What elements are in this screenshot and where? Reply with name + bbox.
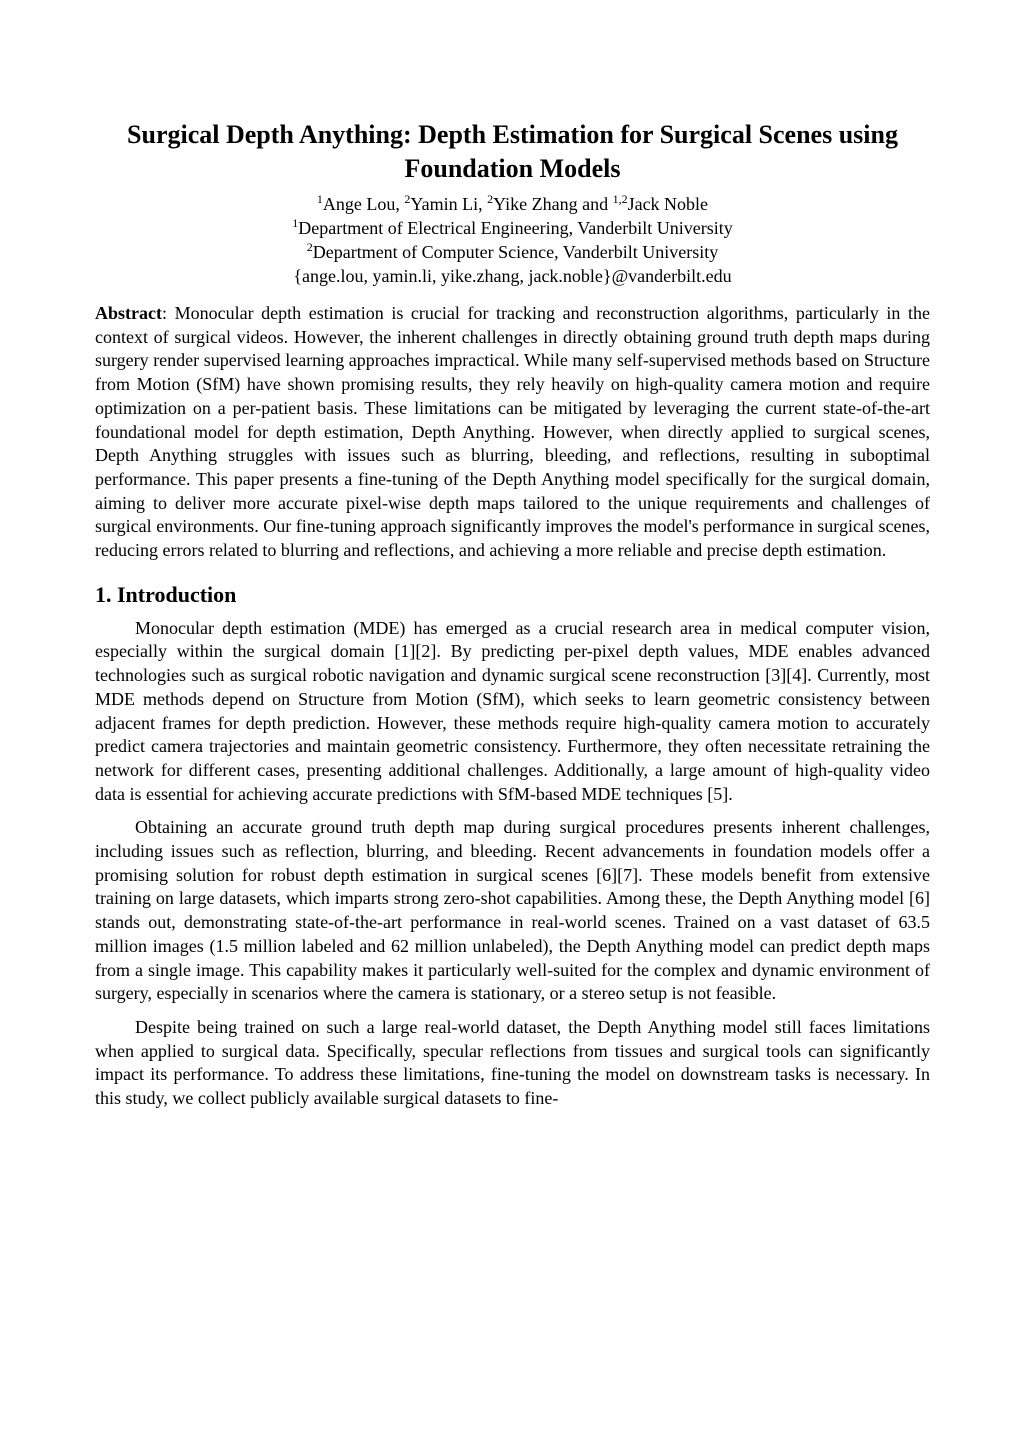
author-2-sup: 2 [404,192,411,206]
author-2-name: Yamin Li, [410,194,488,214]
affiliation-1-sup: 1 [292,216,299,230]
abstract-text: : Monocular depth estimation is crucial for tracking and reconstruction algorithms, particularly in the context of surgical videos. However, the inherent challenges in directly obtaining ground truth depth maps during surgery render supervised learning approaches impractical. While many self-supervised methods based on Structure from Motion (SfM) have shown promising results, they rely heavily on high-quality camera motion and require optimization on a per-patient basis. These limitations can be mitigated by leveraging the current state-of-the-art foundational model for depth estimation, Depth Anything. However, when directly applied to surgical scenes, Depth Anything struggles with issues such as blurring, bleeding, and reflections, resulting in suboptimal performance. This paper presents a fine-tuning of the Depth Anything model specifically for the surgical domain, aiming to deliver more accurate pixel-wise depth maps tailored to the unique requirements and challenges of surgical environments. Our fine-tuning approach significantly improves the model's performance in surgical scenes, reducing errors related to blurring and reflections, and achieving a more reliable and precise depth estimation. [95,303,930,561]
intro-paragraph-1: Monocular depth estimation (MDE) has emerged as a crucial research area in medical computer vision, especially within the surgical domain [1][2]. By predicting per-pixel depth values, MDE enables advanced technologies such as surgical robotic navigation and dynamic surgical scene reconstruction [3][4]. Currently, most MDE methods depend on Structure from Motion (SfM), which seeks to learn geometric consistency between adjacent frames for depth prediction. However, these methods require high-quality camera motion to accurately predict camera trajectories and maintain geometric consistency. Furthermore, they often necessitate retraining the network for different cases, presenting additional challenges. Additionally, a large amount of high-quality video data is essential for achieving accurate predictions with SfM-based MDE techniques [5]. [95,617,930,804]
author-1-sup: 1 [316,192,323,206]
section-heading-introduction: 1. Introduction [95,581,237,607]
affiliation-1-text: Department of Electrical Engineering, Vanderbilt University [298,218,733,238]
author-3-name: Yike Zhang and [493,194,613,214]
intro-paragraph-3: Despite being trained on such a large real-world dataset, the Depth Anything model still faces limitations when applied to surgical data. Specifically, specular reflections from tissues and surgical tools can significantly impact its performance. To address these limitations, fine-tuning the model on downstream tasks is necessary. In this study, we collect publicly available surgical datasets to fine- [95,1016,930,1109]
author-emails: {ange.lou, yamin.li, yike.zhang, jack.noble}@vanderbilt.edu [293,266,732,286]
author-4-sup: 1,2 [612,192,628,206]
abstract [95,302,930,563]
author-1-name: Ange Lou, [322,194,405,214]
author-list [95,192,930,216]
author-4 [613,194,708,214]
author-3-sup: 2 [487,192,494,206]
author-1 [317,194,404,214]
intro-paragraph-2: Obtaining an accurate ground truth depth map during surgical procedures presents inherent challenges, including issues such as reflection, blurring, and bleeding. Recent advancements in foundation models offer a promising solution for robust depth estimation in surgical scenes [6][7]. These models benefit from extensive training on large datasets, which imparts strong zero-shot capabilities. Among these, the Depth Anything model [6] stands out, demonstrating state-of-the-art performance in real-world scenes. Trained on a vast dataset of 63.5 million images (1.5 million labeled and 62 million unlabeled), the Depth Anything model can predict depth maps from a single image. This capability makes it particularly well-suited for the complex and dynamic environment of surgery, especially in scenarios where the camera is stationary, or a stereo setup is not feasible. [95,817,930,1004]
affiliation-2 [95,240,930,264]
paper-title: Surgical Depth Anything: Depth Estimation for Surgical Scenes using Foundation Models [127,120,898,183]
affiliation-1 [95,216,930,240]
author-2 [404,194,487,214]
author-3 [487,194,612,214]
abstract-label: Abstract [95,303,162,323]
affiliation-2-text: Department of Computer Science, Vanderbilt University [312,242,719,262]
author-4-name: Jack Noble [627,194,709,214]
paper-page [95,118,930,1121]
affiliation-2-sup: 2 [306,240,313,254]
